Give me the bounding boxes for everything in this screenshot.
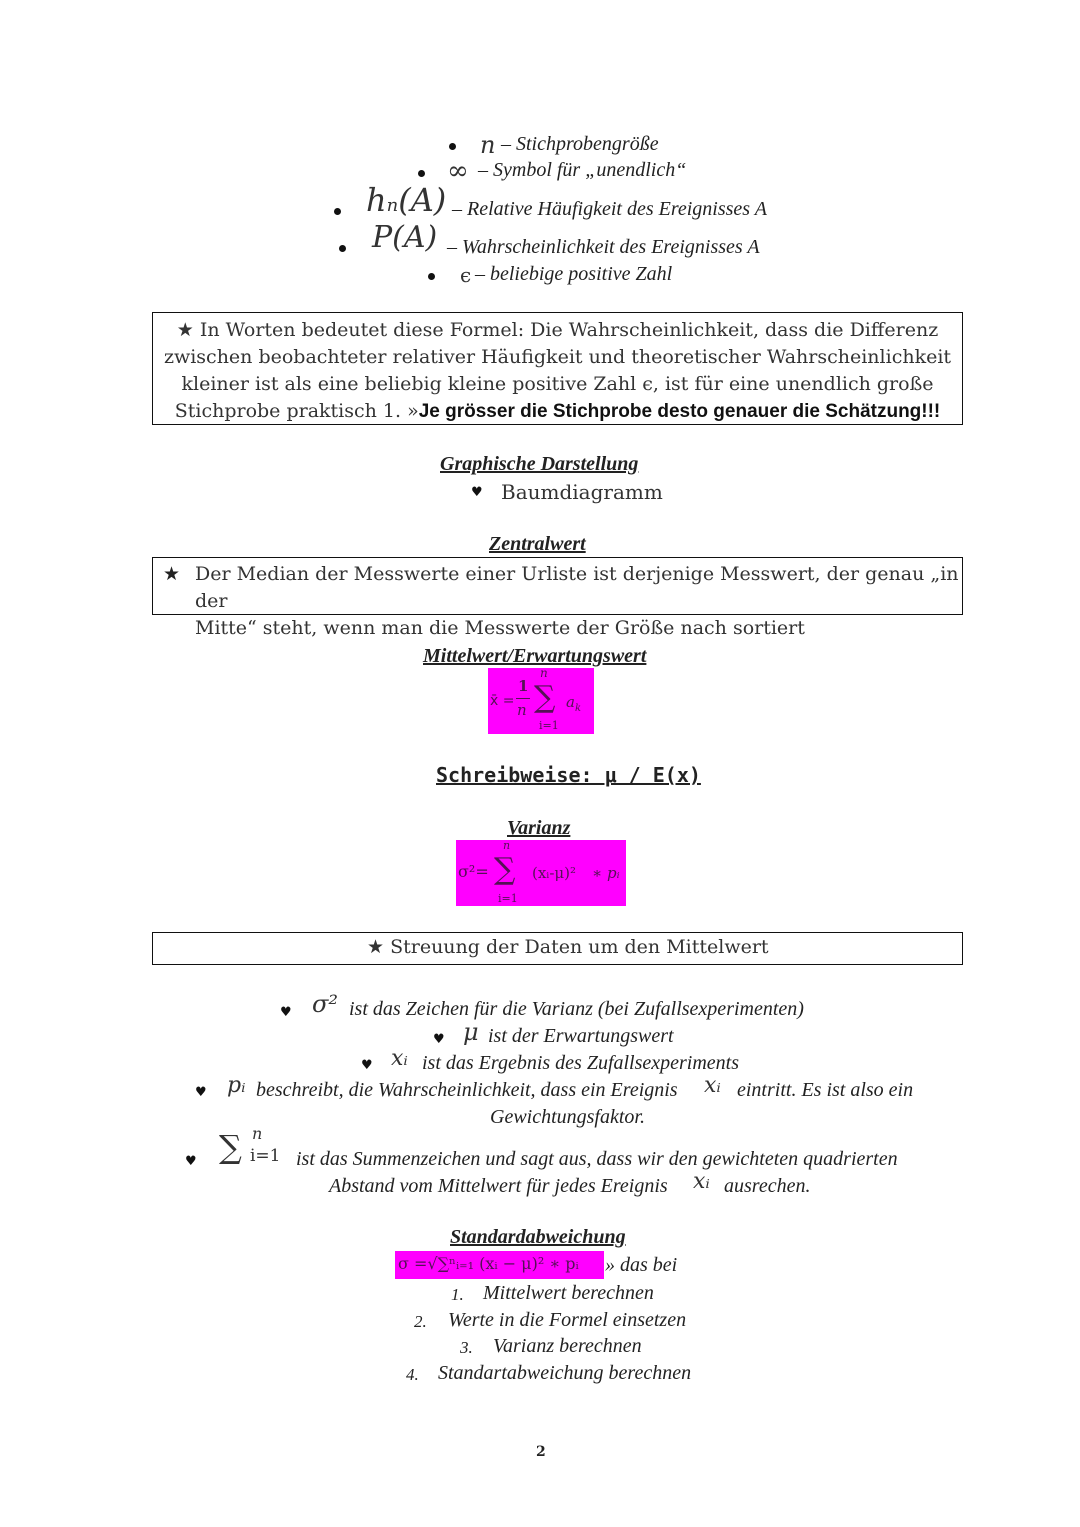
step-3: Varianz berechnen bbox=[493, 1335, 642, 1357]
variance-box-text: Streuung der Daten um den Mittelwert bbox=[390, 936, 769, 958]
bullet bbox=[449, 143, 456, 150]
heading-standardabweichung: Standardabweichung bbox=[450, 1226, 626, 1248]
heart-bullet: ♥ bbox=[433, 1032, 445, 1047]
explanation-mu: ist der Erwartungswert bbox=[488, 1025, 674, 1047]
definition-infinity: – Symbol für „unendlich“ bbox=[478, 159, 687, 181]
explanation-sum-line2-end: ausrechen. bbox=[724, 1175, 811, 1197]
heart-bullet: ♥ bbox=[195, 1085, 207, 1100]
definition-pa: – Wahrscheinlichkeit des Ereignisses A bbox=[447, 236, 760, 258]
box-line-2: zwischen beobachteter relativer Häufigkeit und theoretischer Wahrscheinlichkeit bbox=[163, 346, 952, 368]
explanation-pi-line2: Gewichtungsfaktor. bbox=[490, 1106, 645, 1128]
symbol-pa: P(A) bbox=[372, 220, 438, 255]
heart-bullet: ♥ bbox=[361, 1058, 373, 1073]
explanation-pi-cont: eintritt. Es ist also ein bbox=[737, 1079, 914, 1101]
symbol-sigma: σ² bbox=[312, 990, 339, 1018]
baumdiagramm-text: Baumdiagramm bbox=[501, 480, 663, 504]
mean-formula: x̄ = 1 n ∑ n i=1 $a_k$ bbox=[488, 668, 594, 734]
symbol-mu: μ bbox=[463, 1018, 479, 1046]
explanation-sigma: ist das Zeichen für die Varianz (bei Zufallsexperimenten) bbox=[349, 998, 804, 1020]
median-box: ★ Der Median der Messwerte einer Urliste ist derjenige Messwert, der genau „in der Mitte“ steht, wenn man die Messwerte der Größe nach sortiert bbox=[152, 557, 963, 615]
symbol-n: n bbox=[480, 131, 496, 159]
median-line-2: Mitte“ steht, wenn man die Messwerte der Größe nach sortiert bbox=[195, 617, 805, 639]
definition-n: – Stichprobengröße bbox=[501, 133, 659, 155]
box-line-3: kleiner ist als eine beliebig kleine positive Zahl ϵ, ist für eine unendlich große bbox=[181, 373, 934, 395]
notation-text: Schreibweise: μ / E(x) bbox=[436, 763, 701, 787]
bullet bbox=[339, 245, 346, 252]
explanation-sum: ist das Summenzeichen und sagt aus, dass wir den gewichteten quadrierten bbox=[296, 1148, 898, 1170]
box-line-1: ★ In Worten bedeutet diese Formel: Die Wahrscheinlichkeit, dass die Differenz bbox=[176, 319, 939, 341]
heart-bullet: ♥ bbox=[280, 1005, 292, 1020]
median-line-1: Der Median der Messwerte einer Urliste ist derjenige Messwert, der genau „in der bbox=[195, 563, 959, 612]
sum-icon: ∑ bbox=[494, 852, 516, 887]
symbol-epsilon: ϵ bbox=[460, 263, 472, 287]
bullet bbox=[334, 208, 341, 215]
heart-bullet: ♥ bbox=[471, 485, 483, 500]
explanation-pi: beschreibt, die Wahrscheinlichkeit, dass ein Ereignis bbox=[256, 1079, 678, 1101]
std-formula: σ =√∑ⁿᵢ₌₁ (xᵢ − μ)² ∗ pᵢ bbox=[395, 1251, 604, 1279]
explanation-sum-line2: Abstand vom Mittelwert für jedes Ereignis bbox=[329, 1175, 668, 1197]
heading-graphische-darstellung: Graphische Darstellung bbox=[440, 453, 639, 475]
box-line-4: Stichprobe praktisch 1. »Je grösser die Stichprobe desto genauer die Schätzung!!! bbox=[174, 400, 941, 422]
step-2: Werte in die Formel einsetzen bbox=[448, 1309, 687, 1331]
symbol-infinity: ∞ bbox=[447, 156, 469, 186]
bullet bbox=[418, 170, 425, 177]
variance-formula: σ²= ∑ n i=1 (xᵢ-μ)² ∗ pᵢ bbox=[456, 840, 626, 906]
step-1: Mittelwert berechnen bbox=[483, 1282, 654, 1304]
sum-icon: ∑ bbox=[219, 1128, 242, 1166]
explanation-xi: ist das Ergebnis des Zufallsexperiments bbox=[422, 1052, 740, 1074]
bullet bbox=[428, 273, 435, 280]
definition-hn: – Relative Häufigkeit des Ereignisses A bbox=[452, 198, 767, 220]
formula-explanation-box bbox=[152, 312, 963, 425]
step-4: Standartabweichung berechnen bbox=[438, 1362, 692, 1384]
heading-mittelwert: Mittelwert/Erwartungswert bbox=[423, 645, 647, 667]
heading-varianz: Varianz bbox=[507, 817, 571, 839]
definition-epsilon: – beliebige positive Zahl bbox=[475, 263, 673, 285]
std-after-text: » das bei bbox=[605, 1254, 678, 1276]
symbol-pi: pᵢ bbox=[227, 1073, 246, 1098]
page-number: 2 bbox=[536, 1444, 546, 1460]
symbol-xi: xᵢ bbox=[704, 1073, 721, 1098]
variance-box: ★ Streuung der Daten um den Mittelwert bbox=[152, 932, 963, 965]
sum-icon: ∑ bbox=[534, 680, 556, 715]
symbol-xi: xᵢ bbox=[391, 1046, 408, 1071]
heart-bullet: ♥ bbox=[185, 1154, 197, 1169]
symbol-hn: hn(A) bbox=[366, 181, 447, 219]
heading-zentralwert: Zentralwert bbox=[489, 533, 586, 555]
symbol-xi: xᵢ bbox=[693, 1169, 710, 1194]
